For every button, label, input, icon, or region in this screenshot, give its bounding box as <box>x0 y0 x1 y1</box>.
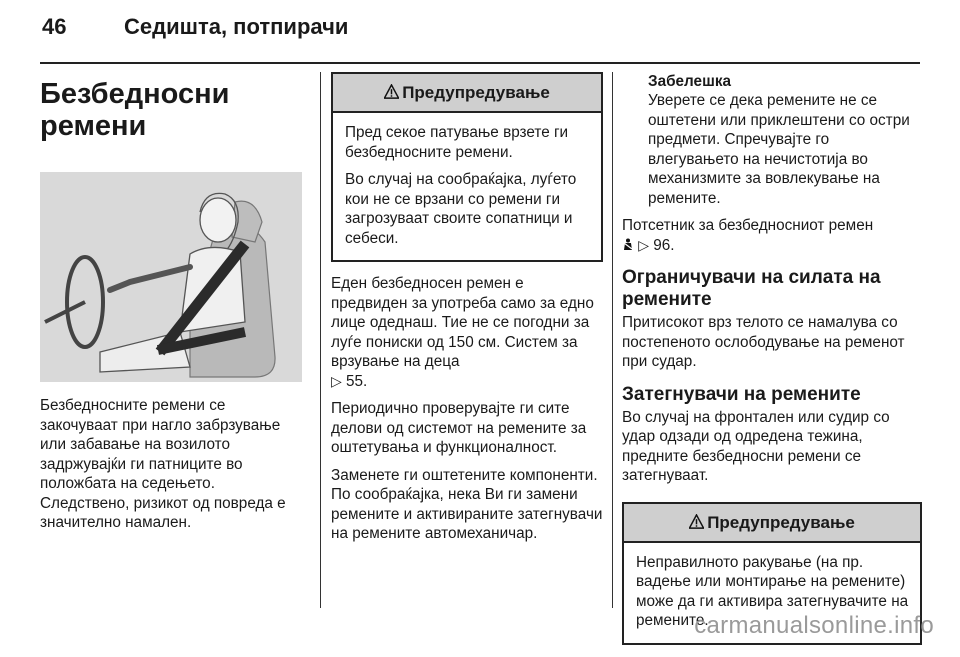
page-ref-icon: ▷ <box>331 372 342 389</box>
check-paragraph: Периодично проверувајте ги сите делови од системот на ремените за оштетувања и функционалност. <box>331 400 587 456</box>
warning-text: Неправилното ракување (на пр. вадење или монтирање на ремените) може да ги активира затегнувачите на ремените. <box>636 553 909 629</box>
force-limiters-text: Притисокот врз телото се намалува со постепеното ослободување на ременот при судар. <box>622 314 905 370</box>
column-divider <box>320 72 321 608</box>
pretensioners-text: Во случај на фронтален или судир со удар одзади од одредена тежина, предните безбедносни ремени се затегнуваат. <box>622 408 890 484</box>
column-divider <box>612 72 613 608</box>
warning-text-2: Во случај на сообраќајка, луѓето кои не се врзани со ремени ги загрозуваат своите сопатници и себеси. <box>345 171 577 247</box>
note-text: Уверете се дека ремените не се оштетени или приклештени со остри предмети. Спречувајте го влегувањето на нечистотија во механизмите за вовлекување на ремените. <box>648 92 910 207</box>
warning-triangle-icon <box>689 514 704 529</box>
warning-title: Предупредување <box>707 512 855 532</box>
intro-paragraph: Безбедносните ремени се закочуваат при нагло забрзување или забавање на возилото задржувајќи ги патниците во положбата на седењето. Следствено, ризикот од повреда е значително намален. <box>40 397 286 531</box>
pretensioners-heading: Затегнувачи на ремените <box>622 383 861 405</box>
column-3 <box>622 72 922 657</box>
replace-paragraph: Заменете ги оштетените компоненти. По сообраќајка, нека Ви ги замени ремените и активираните затегнувачи на ремените автомеханичар. <box>331 466 603 542</box>
paragraph-text: Еден безбедносен ремен е предвиден за употреба само за едно лице одеднаш. Тие не се погодни за луѓе пониски од 150 см. Систем за врзување на деца <box>331 275 594 370</box>
warning-title: Предупредување <box>402 83 550 102</box>
reminder-paragraph <box>622 216 922 255</box>
page-number: 46 <box>42 14 67 39</box>
column-1 <box>40 72 302 541</box>
note-title: Забелешка <box>648 73 731 90</box>
reminder-text: Потсетник за безбедносниот ремен <box>622 217 874 234</box>
warning-triangle-icon <box>384 84 399 99</box>
column-2 <box>331 72 603 552</box>
force-limiters-heading: Ограничувачи на силата на ремените <box>622 267 881 310</box>
page-ref: 96. <box>653 236 675 254</box>
seatbelt-warning-icon <box>622 238 634 252</box>
seatbelt-illustration <box>40 172 302 382</box>
page-ref: 55. <box>346 372 368 390</box>
page-ref-icon: ▷ <box>638 236 650 253</box>
section-title: Седишта, потпирачи <box>124 14 349 39</box>
warning-header <box>624 504 920 543</box>
page-header <box>42 14 348 40</box>
header-rule <box>40 62 920 64</box>
page-title: Безбедносни ремени <box>40 78 230 142</box>
warning-box <box>331 72 603 262</box>
watermark: carmanualsonline.info <box>694 612 934 639</box>
note-block <box>622 72 922 208</box>
single-occupant-paragraph <box>331 274 603 391</box>
warning-text-1: Пред секое патување врзете ги безбедносните ремени. <box>345 124 569 161</box>
warning-header <box>333 74 601 113</box>
